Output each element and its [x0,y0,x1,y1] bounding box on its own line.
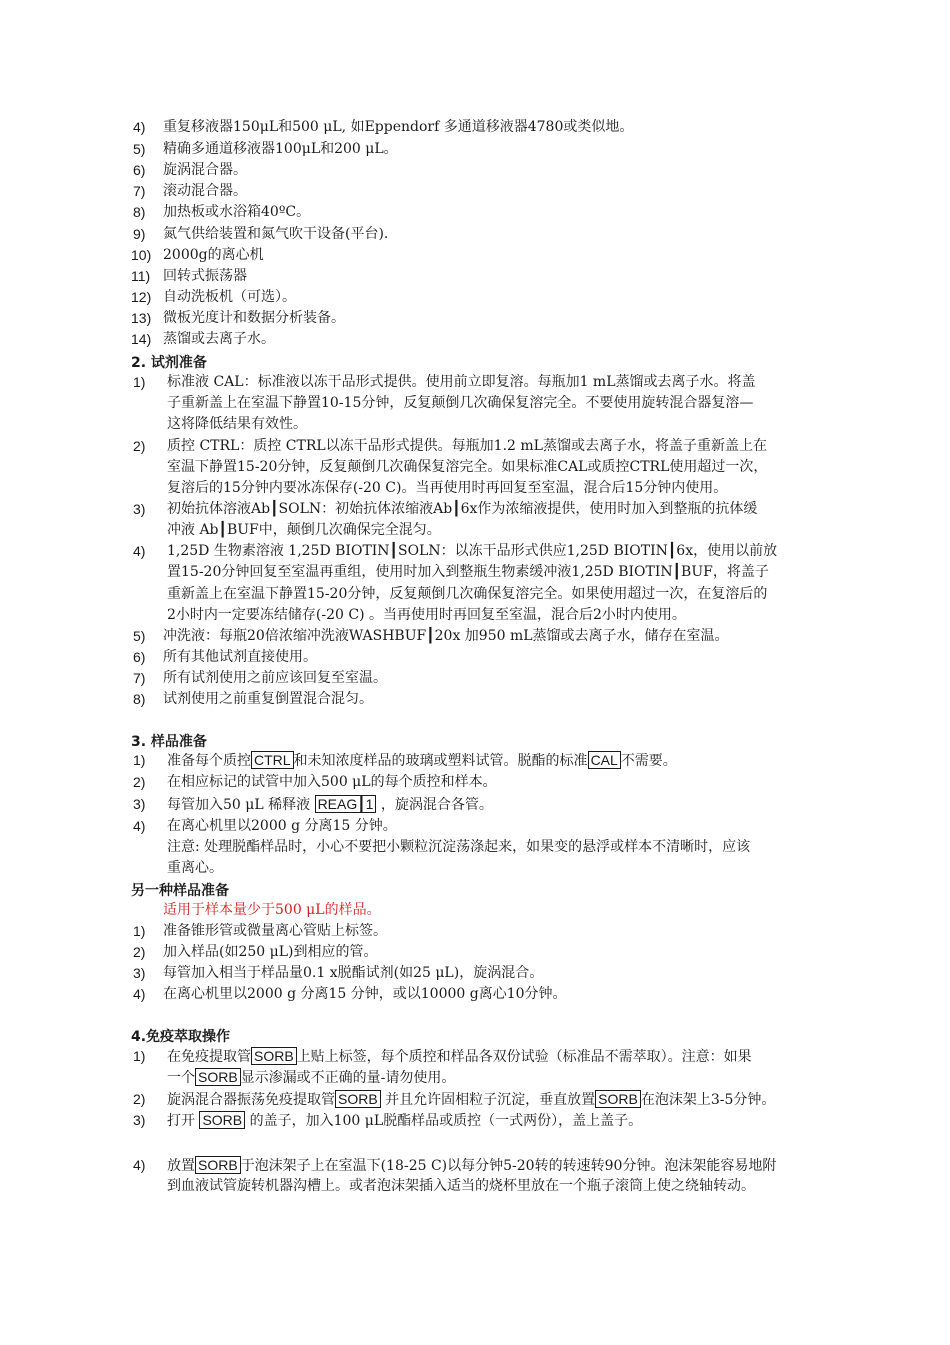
note-text: 注意: 处理脱酯样品时，小心不要把小颗粒沉淀荡涤起来，如果变的悬浮或样本不清晰时，应该 [167,839,751,855]
item-number: 2) [133,438,146,454]
item-text: 一个 SORB 显示渗漏或不正确的量-请勿使用。 [167,1069,456,1086]
item-text: 重复移液器150μL和500 μL, 如Eppendorf 多通道移液器4780或类似地。 [163,119,634,135]
item-number: 1) [133,374,146,390]
item-text: 重新盖上在室温下静置15-20分钟，反复颠倒几次确保复溶完全。如果使用超过一次，在复溶后的 [167,586,768,602]
item-number: 5) [133,628,146,644]
item-number: 4) [133,818,146,834]
item-number: 12) [131,289,152,305]
item-number: 1) [133,923,146,939]
item-number: 7) [133,670,146,686]
red-note: 适用于样本量少于500 μL的样品。 [163,902,381,918]
item-number: 4) [133,1157,146,1173]
item-number: 13) [131,310,152,326]
item-number: 3) [133,965,146,981]
item-number: 2) [133,1091,146,1107]
note-text: 重离心。 [167,860,223,876]
section-heading: 4.免疫萃取操作 [131,1029,231,1045]
item-number: 10) [131,247,152,263]
item-text: 精确多通道移液器100μL和200 μL。 [163,141,398,157]
item-text: 旋涡混合器振荡免疫提取管 SORB 并且允许固相粒子沉淀，垂直放置 SORB 在泡沫架上3-5分钟。 [167,1091,776,1108]
sorb-label-box: SORB [195,1068,241,1086]
sorb-label-box: SORB [195,1156,241,1174]
item-number: 6) [133,649,146,665]
item-text: 冲洗液：每瓶20倍浓缩冲洗液WASHBUF┃20x 加950 mL蒸馏或去离子水，储存在室温。 [163,628,729,644]
item-text: 准备锥形管或微量离心管贴上标签。 [163,923,387,939]
item-text: 复溶后的15分钟内要冰冻保存(-20 C)。当再使用时再回复至室温，混合后15分钟内使用。 [167,480,728,496]
item-number: 8) [133,691,146,707]
item-text: 微板光度计和数据分析装备。 [163,310,345,326]
item-text: 在免疫提取管 SORB 上贴上标签，每个质控和样品各双份试验（标准品不需萃取）。注意：如果 [167,1048,752,1065]
item-number: 7) [133,183,146,199]
item-text: 到血液试管旋转机器沟槽上。或者泡沫架插入适当的烧杯里放在一个瓶子滚筒上使之绕轴转动。 [167,1178,755,1194]
item-number: 1) [133,752,146,768]
item-number: 3) [133,1112,146,1128]
item-text: 打开 SORB 的盖子，加入100 μL脱酯样品或质控（一式两份），盖上盖子。 [167,1112,643,1129]
section-heading: 3. 样品准备 [131,734,207,750]
item-number: 5) [133,141,146,157]
item-text: 2000g的离心机 [163,247,264,263]
item-text: 准备每个质控 CTRL 和未知浓度样品的玻璃或塑料试管。脱酯的标准 CAL 不需要。 [167,752,677,769]
item-text: 回转式振荡器 [163,268,247,284]
item-number: 4) [133,119,146,135]
item-text: 自动洗板机（可选）。 [163,289,296,305]
item-text: 标准液 CAL：标准液以冻干品形式提供。使用前立即复溶。每瓶加1 mL蒸馏或去离子水。将盖 [167,374,756,390]
item-text: 质控 CTRL：质控 CTRL以冻干品形式提供。每瓶加1.2 mL蒸馏或去离子水，将盖子重新盖上在 [167,438,767,454]
section-heading: 另一种样品准备 [131,883,229,899]
item-number: 9) [133,226,146,242]
cal-label-box: CAL [588,751,621,769]
ctrl-label-box: CTRL [251,751,294,769]
item-text: 在离心机里以2000 g 分离15 分钟，或以10000 g离心10分钟。 [163,986,567,1002]
sorb-label-box: SORB [199,1111,245,1129]
item-text: 每管加入相当于样品量0.1 x脱酯试剂(如25 μL)，旋涡混合。 [163,965,544,981]
item-number: 6) [133,162,146,178]
item-number: 2) [133,944,146,960]
item-text: 子重新盖上在室温下静置10-15分钟，反复颠倒几次确保复溶完全。不要使用旋转混合器复溶— [167,395,754,411]
item-text: 室温下静置15-20分钟，反复颠倒几次确保复溶完全。如果标准CAL或质控CTRL使用超过一次， [167,459,768,475]
section-heading: 2. 试剂准备 [131,355,207,371]
item-number: 4) [133,986,146,1002]
item-text: 置15-20分钟回复至室温再重组，使用时加入到整瓶生物素缓冲液1,25D BIOTIN┃BUF，将盖子 [167,564,769,580]
item-text: 所有其他试剂直接使用。 [163,649,317,665]
item-number: 11) [131,268,151,284]
item-text: 每管加入50 μL 稀释液 REAG┃1 ，旋涡混合各管。 [167,796,493,813]
item-number: 2) [133,774,146,790]
reag-label-box: REAG┃1 [315,795,377,813]
item-number: 1) [133,1048,146,1064]
item-number: 3) [133,796,146,812]
sorb-label-box: SORB [595,1090,641,1108]
sorb-label-box: SORB [251,1047,297,1065]
sorb-label-box: SORB [335,1090,381,1108]
item-text: 在离心机里以2000 g 分离15 分钟。 [167,818,397,834]
item-text: 滚动混合器。 [163,183,247,199]
item-text: 放置 SORB 于泡沫架子上在室温下(18-25 C)以每分钟5-20转的转速转90分钟。泡沫架能容易地附 [167,1157,777,1174]
item-number: 14) [131,331,152,347]
item-text: 这将降低结果有效性。 [167,416,307,432]
item-text: 在相应标记的试管中加入500 μL的每个质控和样本。 [167,774,497,790]
item-text: 蒸馏或去离子水。 [163,331,275,347]
item-text: 试剂使用之前重复倒置混合混匀。 [163,691,373,707]
item-number: 8) [133,204,146,220]
item-text: 氮气供给装置和氮气吹干设备(平台). [163,226,389,242]
item-text: 加入样品(如250 μL)到相应的管。 [163,944,378,960]
item-number: 3) [133,501,146,517]
item-number: 4) [133,543,146,559]
item-text: 旋涡混合器。 [163,162,247,178]
item-text: 冲液 Ab┃BUF中，颠倒几次确保完全混匀。 [167,522,441,538]
item-text: 所有试剂使用之前应该回复至室温。 [163,670,387,686]
item-text: 2小时内一定要冻结储存(-20 C) 。当再使用时再回复至室温，混合后2小时内使用。 [167,607,686,623]
item-text: 1,25D 生物素溶液 1,25D BIOTIN┃SOLN：以冻干品形式供应1,25D BIOTIN┃6x，使用以前放 [167,543,778,559]
item-text: 初始抗体溶液Ab┃SOLN：初始抗体浓缩液Ab┃6x作为浓缩液提供，使用时加入到整瓶的抗体缓 [167,501,758,517]
item-text: 加热板或水浴箱40ºC。 [163,204,311,220]
